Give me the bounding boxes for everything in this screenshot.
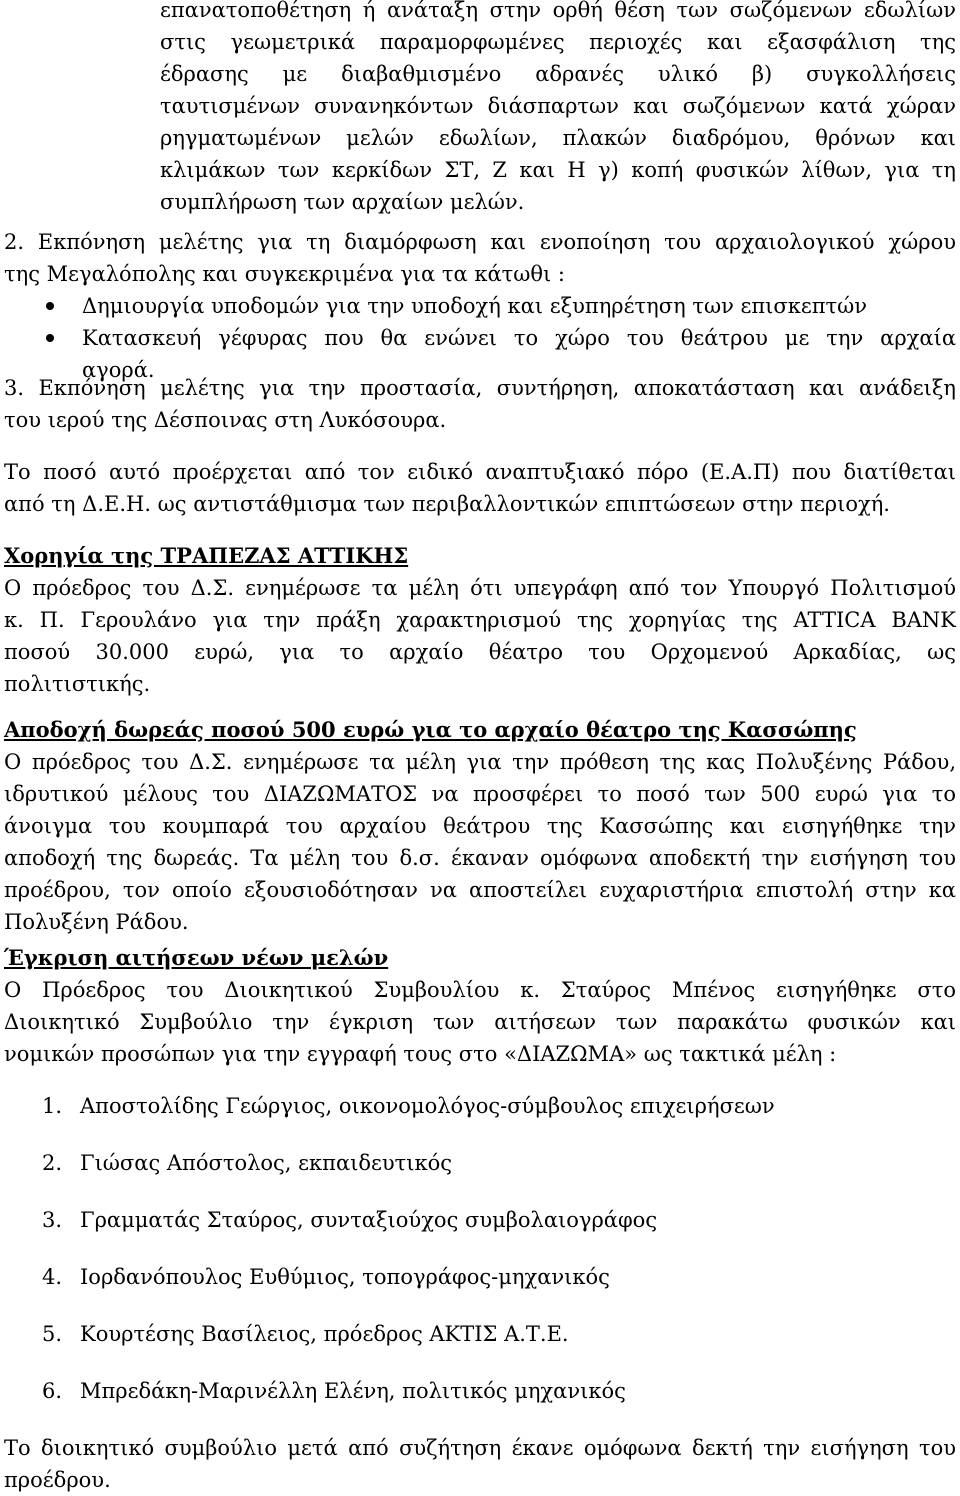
paragraph-line: ρηγματωμένων μελών εδωλίων, πλακών διαδρόμου, θρόνων και xyxy=(160,126,956,150)
donation-section xyxy=(4,714,956,938)
list-item xyxy=(0,1090,960,1122)
section-heading: Αποδοχή δωρεάς ποσού 500 ευρώ για το αρχαίο θέατρο της Κασσώπης xyxy=(4,717,857,742)
paragraph-line: προέδρου. xyxy=(4,1468,111,1492)
list-text: Ιορδανόπουλος Ευθύμιος, τοπογράφος-μηχανικός xyxy=(80,1265,610,1289)
section-heading: Έγκριση αιτήσεων νέων μελών xyxy=(4,945,389,970)
bullet-text: αγορά. xyxy=(82,358,155,382)
paragraph-line: άνοιγμα του κουμπαρά του αρχαίου θεάτρου της Κασσώπης και εισηγήθηκε την xyxy=(4,814,956,838)
paragraph-line: έδρασης με διαβαθμισμένο αδρανές υλικό β) συγκολλήσεις xyxy=(160,62,956,86)
paragraph-line: νομικών προσώπων για την εγγραφή τους στο «ΔΙΑΖΩΜΑ» ως τακτικά μέλη : xyxy=(4,1042,837,1066)
paragraph-line: στις γεωμετρικά παραμορφωμένες περιοχές και εξασφάλιση της xyxy=(160,30,956,54)
top-paragraph xyxy=(160,0,956,218)
paragraph-line: ιδρυτικού μέλους του ΔΙΑΖΩΜΑΤΟΣ να προσφέρει το ποσό των 500 ευρώ για το xyxy=(4,782,956,806)
paragraph-line: αποδοχή της δωρεάς. Τα μέλη του δ.σ. έκαναν ομόφωνα αποδεκτή την εισήγηση του xyxy=(4,846,956,870)
list-text: Γραμματάς Σταύρος, συνταξιούχος συμβολαιογράφος xyxy=(80,1208,658,1232)
paragraph-line: της Μεγαλόπολης και συγκεκριμένα για τα κάτωθι : xyxy=(4,262,565,286)
bullet-icon xyxy=(46,334,54,342)
sponsorship-section xyxy=(4,540,956,700)
paragraph-line: Ο πρόεδρος του Δ.Σ. ενημέρωσε τα μέλη ότι υπεγράφη από τον Υπουργό Πολιτισμού xyxy=(4,576,956,600)
paragraph-line: συμπλήρωση των αρχαίων μελών. xyxy=(160,190,525,214)
list-text: Κουρτέσης Βασίλειος, πρόεδρος ΑΚΤΙΣ Α.Τ.Ε. xyxy=(80,1322,569,1346)
bullet-item xyxy=(0,322,960,354)
bullet-text: Κατασκευή γέφυρας που θα ενώνει το χώρο του θεάτρου με την αρχαία xyxy=(82,326,956,350)
list-number: 4. xyxy=(42,1265,63,1289)
section-heading: Χορηγία της ΤΡΑΠΕΖΑΣ ΑΤΤΙΚΗΣ xyxy=(4,543,409,568)
bullet-item xyxy=(0,290,960,322)
paragraph-line: του ιερού της Δέσποινας στη Λυκόσουρα. xyxy=(4,408,447,432)
paragraph-line: Το ποσό αυτό προέρχεται από τον ειδικό αναπτυξιακό πόρο (Ε.Α.Π) που διατίθεται xyxy=(4,460,956,484)
paragraph-line: ποσού 30.000 ευρώ, για το αρχαίο θέατρο του Ορχομενού Αρκαδίας, ως xyxy=(4,640,956,664)
paragraph-line: κλιμάκων των κερκίδων ΣΤ, Ζ και Η γ) κοπή φυσικών λίθων, για τη xyxy=(160,158,956,182)
conclusion-paragraph xyxy=(4,1432,956,1496)
paragraph-line: από τη Δ.Ε.Η. ως αντιστάθμισμα των περιβαλλοντικών επιπτώσεων στην περιοχή. xyxy=(4,492,890,516)
paragraph-line: 3. Εκπόνηση μελέτης για την προστασία, συντήρηση, αποκατάσταση και ανάδειξη xyxy=(4,376,956,400)
paragraph-line: επανατοποθέτηση ή ανάταξη στην ορθή θέση των σωζόμενων εδωλίων xyxy=(160,0,956,22)
list-text: Γιώσας Απόστολος, εκπαιδευτικός xyxy=(80,1151,453,1175)
paragraph-line: 2. Εκπόνηση μελέτης για τη διαμόρφωση και ενοποίηση του αρχαιολογικού χώρου xyxy=(4,230,956,254)
paragraph-line: Ο Πρόεδρος του Διοικητικού Συμβουλίου κ. Σταύρος Μπένος εισηγήθηκε στο xyxy=(4,978,956,1002)
list-item xyxy=(0,1318,960,1350)
list-number: 5. xyxy=(42,1322,63,1346)
list-item xyxy=(0,1147,960,1179)
list-number: 6. xyxy=(42,1379,63,1403)
bullet-text: Δημιουργία υποδομών για την υποδοχή και εξυπηρέτηση των επισκεπτών xyxy=(82,294,868,318)
item-3-paragraph xyxy=(4,372,956,436)
list-text: Αποστολίδης Γεώργιος, οικονομολόγος-σύμβουλος επιχειρήσεων xyxy=(80,1094,775,1118)
paragraph-line: κ. Π. Γερουλάνο για την πράξη χαρακτηρισμού της χορηγίας της ATTICA BANK xyxy=(4,608,956,632)
bullet-icon xyxy=(46,302,54,310)
paragraph-line: Διοικητικό Συμβούλιο την έγκριση των αιτήσεων των παρακάτω φυσικών και xyxy=(4,1010,956,1034)
list-item xyxy=(0,1204,960,1236)
list-item xyxy=(0,1261,960,1293)
paragraph-line: Ο πρόεδρος του Δ.Σ. ενημέρωσε τα μέλη για την πρόθεση της κας Πολυξένης Ράδου, xyxy=(4,750,956,774)
paragraph-line: προέδρου, τον οποίο εξουσιοδότησαν να αποστείλει ευχαριστήρια επιστολή στην κα xyxy=(4,878,956,902)
list-number: 2. xyxy=(42,1151,63,1175)
paragraph-line: ταυτισμένων συνανηκόντων διάσπαρτων και σωζόμενων κατά χώραν xyxy=(160,94,956,118)
list-number: 3. xyxy=(42,1208,63,1232)
paragraph-line: πολιτιστικής. xyxy=(4,672,151,696)
new-members-section xyxy=(4,942,956,1070)
paragraph-line: Το διοικητικό συμβούλιο μετά από συζήτηση έκανε ομόφωνα δεκτή την εισήγηση του xyxy=(4,1436,956,1460)
item-2-paragraph xyxy=(4,226,956,290)
funding-paragraph xyxy=(4,456,956,520)
list-number: 1. xyxy=(42,1094,63,1118)
list-text: Μπρεδάκη-Μαρινέλλη Ελένη, πολιτικός μηχανικός xyxy=(80,1379,626,1403)
list-item xyxy=(0,1375,960,1407)
paragraph-line: Πολυξένη Ράδου. xyxy=(4,910,189,934)
